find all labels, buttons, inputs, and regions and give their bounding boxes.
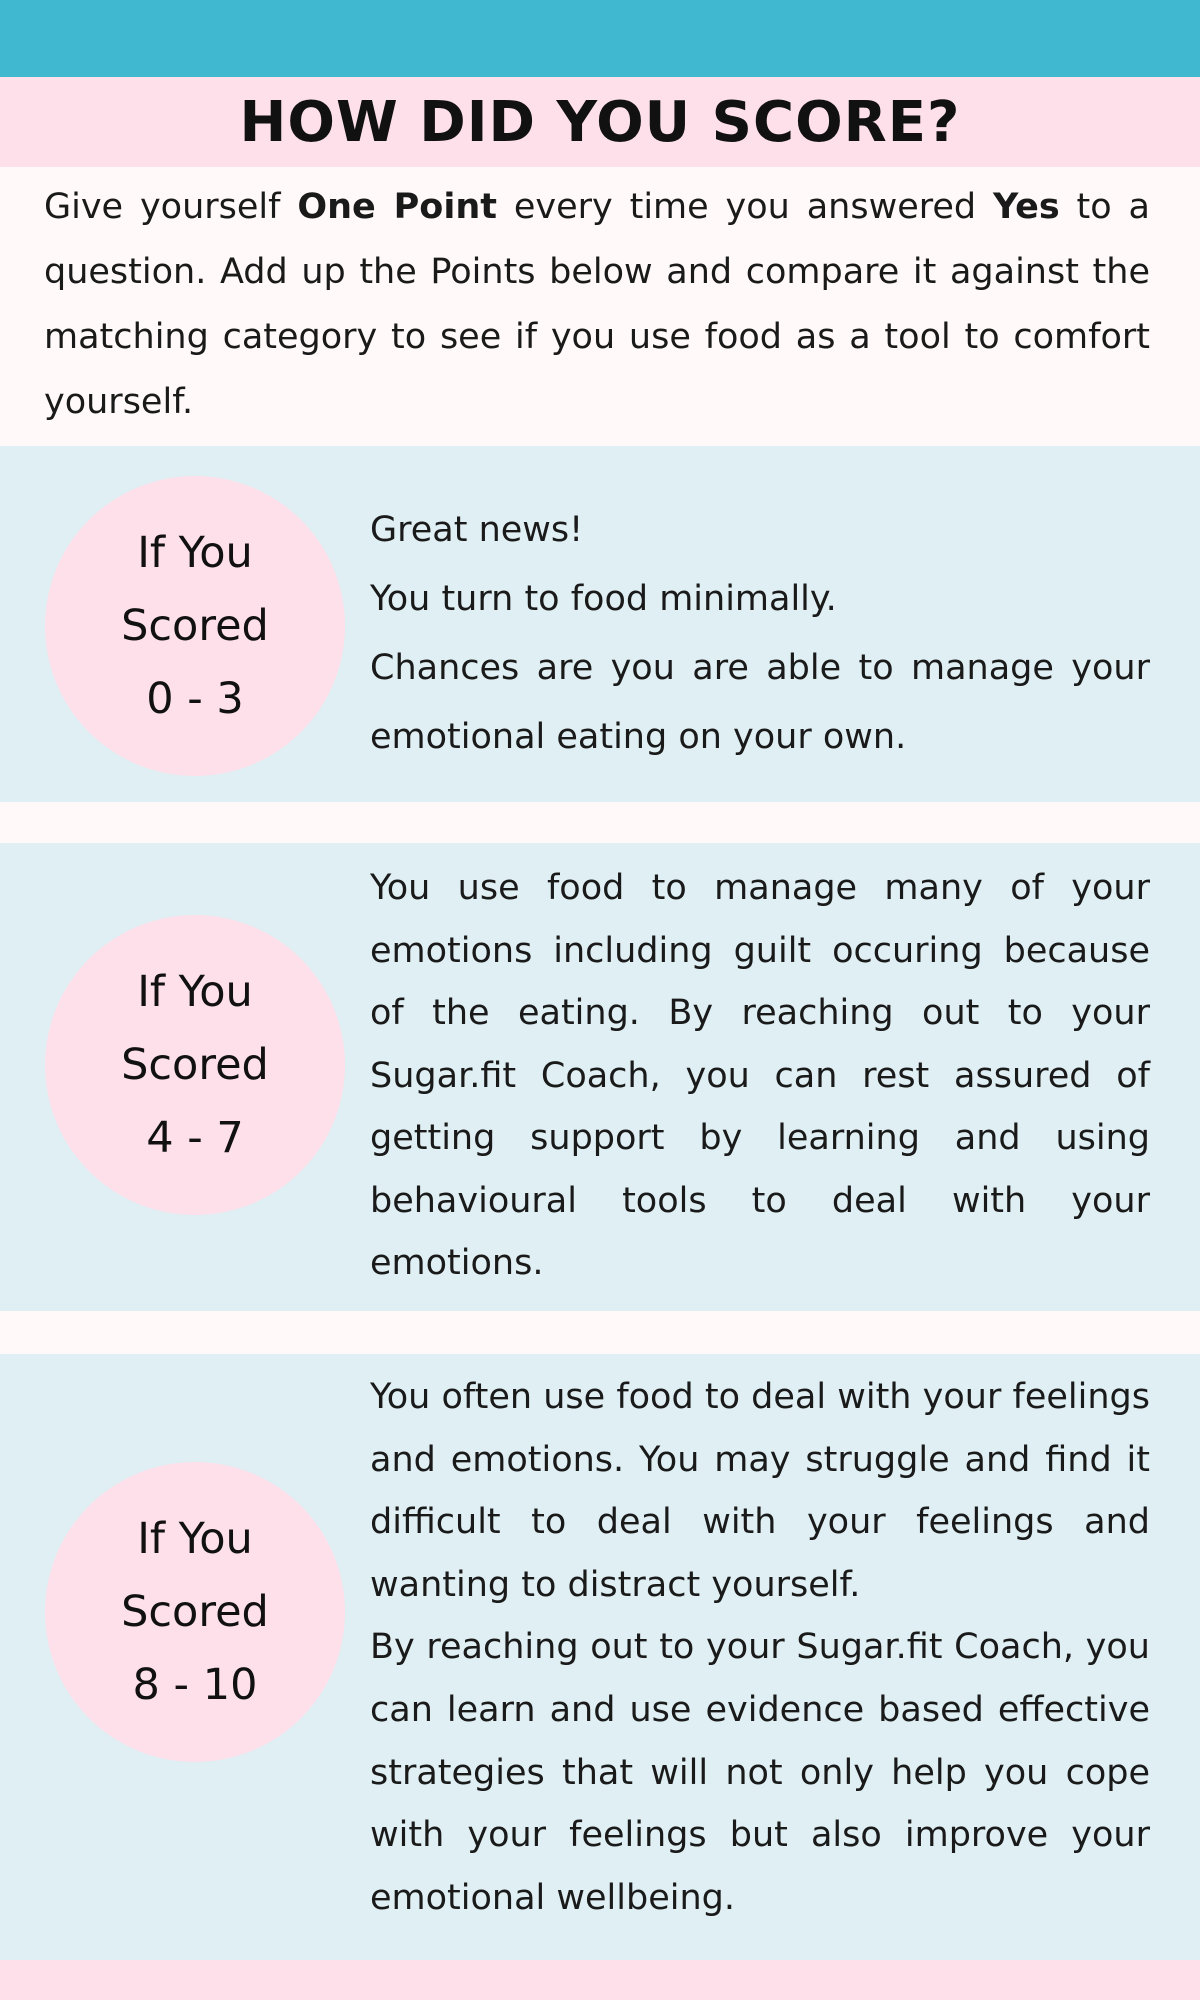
intro-bold-one-point: One Point xyxy=(297,187,497,227)
score-label-line1: If You xyxy=(137,527,253,578)
score-range: 8 - 10 xyxy=(132,1659,258,1710)
score-label-line2: Scored xyxy=(121,1039,269,1090)
score-description xyxy=(370,857,1150,1295)
score-label-line2: Scored xyxy=(121,600,269,651)
score-section-0-3 xyxy=(0,446,1200,802)
intro-bold-yes: Yes xyxy=(992,187,1060,227)
intro-paragraph xyxy=(44,175,1150,435)
score-description xyxy=(370,496,1150,772)
score-section-8-10 xyxy=(0,1354,1200,1960)
score-description xyxy=(370,1366,1150,1929)
description-paragraph: By reaching out to your Sugar.fit Coach, you can learn and use evidence based effective strategies that will not only help you cope with your feelings but also improve your emotional wellbeing. xyxy=(370,1627,1150,1918)
description-paragraph: You often use food to deal with your feelings and emotions. You may struggle and find it difficult to deal with your feelings and wanting to distract yourself. xyxy=(370,1377,1150,1605)
score-circle xyxy=(45,915,345,1215)
score-label-line1: If You xyxy=(137,1513,253,1564)
bottom-color-band xyxy=(0,1960,1200,2000)
score-label-line2: Scored xyxy=(121,1586,269,1637)
score-range: 0 - 3 xyxy=(146,673,244,724)
score-circle xyxy=(45,476,345,776)
description-paragraph: Great news! xyxy=(370,510,584,550)
intro-text-1: Give yourself xyxy=(44,187,298,227)
score-circle xyxy=(45,1462,345,1762)
intro-text-2: every time you answered xyxy=(497,187,993,227)
score-section-4-7 xyxy=(0,843,1200,1311)
page-title: HOW DID YOU SCORE? xyxy=(239,89,961,155)
score-range: 4 - 7 xyxy=(146,1112,244,1163)
title-band xyxy=(0,77,1200,167)
description-paragraph: You use food to manage many of your emotions including guilt occuring because of the eating. By reaching out to your Sugar.fit Coach, you can rest assured of getting support by learning and using behavioural tools to deal with your emotions. xyxy=(370,868,1150,1283)
description-paragraph: You turn to food minimally. xyxy=(370,579,837,619)
score-label-line1: If You xyxy=(137,966,253,1017)
top-color-bar xyxy=(0,0,1200,77)
intro-text-3: to a question. Add up the Points below and compare it against the matching category to see if you use food as a tool to comfort yourself. xyxy=(44,187,1150,422)
description-paragraph: Chances are you are able to manage your emotional eating on your own. xyxy=(370,648,1150,757)
